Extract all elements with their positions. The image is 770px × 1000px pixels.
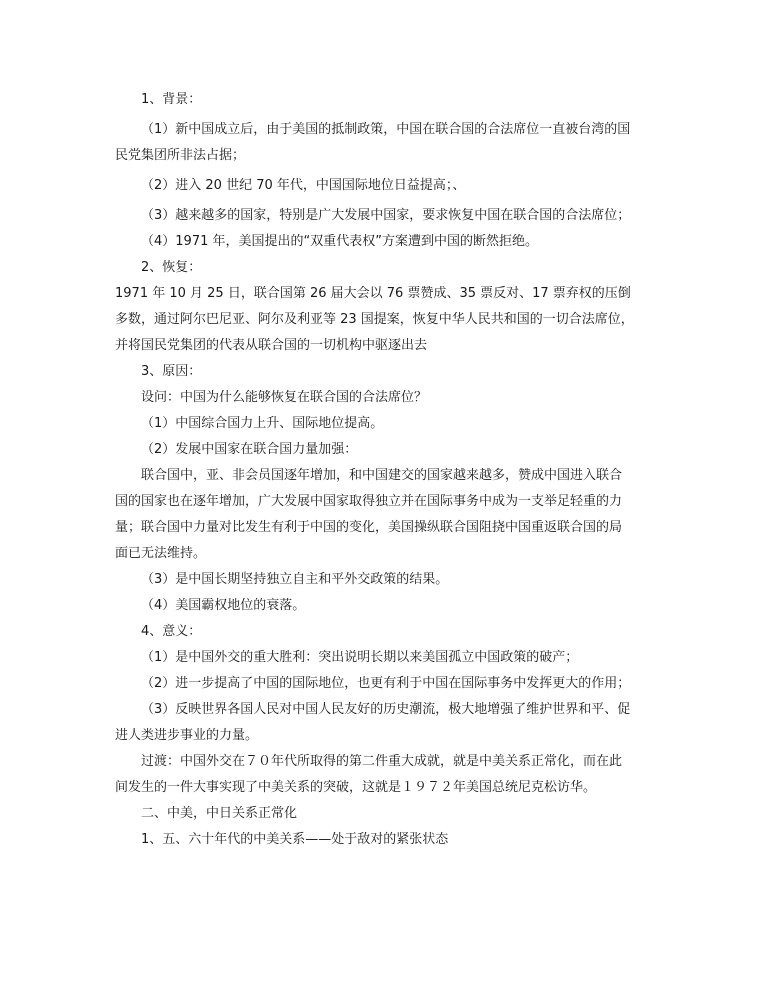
- paragraph-line: 进人类进步事业的力量。: [115, 728, 259, 743]
- paragraph-line: 民党集团所非法占据；: [115, 148, 246, 163]
- paragraph-line: （1）是中国外交的重大胜利：突出说明长期以来美国孤立中国政策的破产；: [141, 650, 579, 665]
- heading-background: 1、背景：: [141, 92, 202, 107]
- paragraph-line: 设问：中国为什么能够恢复在联合国的合法席位？: [141, 390, 428, 405]
- paragraph-line: （3）反映世界各国人民对中国人民友好的历史潮流，极大地增强了维护世界和平、促: [141, 702, 631, 717]
- paragraph-line: 面已无法维持。: [115, 546, 207, 561]
- heading-reasons: 3、原因：: [141, 364, 202, 379]
- paragraph-line: 联合国中，亚、非会员国逐年增加，和中国建交的国家越来越多，赞成中国进入联合: [141, 468, 623, 483]
- document-body: [115, 87, 658, 853]
- paragraph-line: （4）1971 年，美国提出的“双重代表权”方案遭到中国的断然拒绝。: [141, 234, 538, 249]
- paragraph-line: 量；联合国中力量对比发生有利于中国的变化，美国操纵联合国阻挠中国重返联合国的局: [115, 520, 623, 535]
- paragraph-line: 并将国民党集团的代表从联合国的一切机构中驱逐出去: [115, 338, 428, 353]
- paragraph-line: 多数，通过阿尔巴尼亚、阿尔及利亚等 23 国提案，恢复中华人民共和国的一切合法席位，: [115, 312, 634, 327]
- paragraph-line: 1971 年 10 月 25 日，联合国第 26 届大会以 76 票赞成、35 票反对、17 票弃权的压倒: [115, 286, 631, 301]
- transition-line: 间发生的一件大事实现了中美关系的突破，这就是１９７２年美国总统尼克松访华。: [115, 780, 597, 795]
- paragraph-line: （1）新中国成立后，由于美国的抵制政策，中国在联合国的合法席位一直被台湾的国: [141, 122, 631, 137]
- subsection-heading: 1、五、六十年代的中美关系——处于敌对的紧张状态: [141, 832, 449, 847]
- paragraph-line: 国的国家也在逐年增加，广大发展中国家取得独立并在国际事务中成为一支举足轻重的力: [115, 494, 623, 509]
- paragraph-line: （2）发展中国家在联合国力量加强：: [141, 442, 358, 457]
- section-heading: 二、中美，中日关系正常化: [141, 806, 298, 821]
- paragraph-line: （2）进一步提高了中国的国际地位，也更有利于中国在国际事务中发挥更大的作用；: [141, 676, 631, 691]
- paragraph-line: （1）中国综合国力上升、国际地位提高。: [141, 416, 384, 431]
- transition-line: 过渡：中国外交在７０年代所取得的第二件重大成就，就是中美关系正常化，而在此: [141, 754, 623, 769]
- paragraph-line: （2）进入 20 世纪 70 年代，中国国际地位日益提高；、: [141, 178, 466, 193]
- paragraph-line: （3）越来越多的国家，特别是广大发展中国家，要求恢复中国在联合国的合法席位；: [141, 208, 631, 223]
- paragraph-line: （3）是中国长期坚持独立自主和平外交政策的结果。: [141, 572, 449, 587]
- paragraph-line: （4）美国霸权地位的衰落。: [141, 598, 306, 613]
- heading-significance: 4、意义：: [141, 624, 202, 639]
- heading-restoration: 2、恢复：: [141, 260, 202, 275]
